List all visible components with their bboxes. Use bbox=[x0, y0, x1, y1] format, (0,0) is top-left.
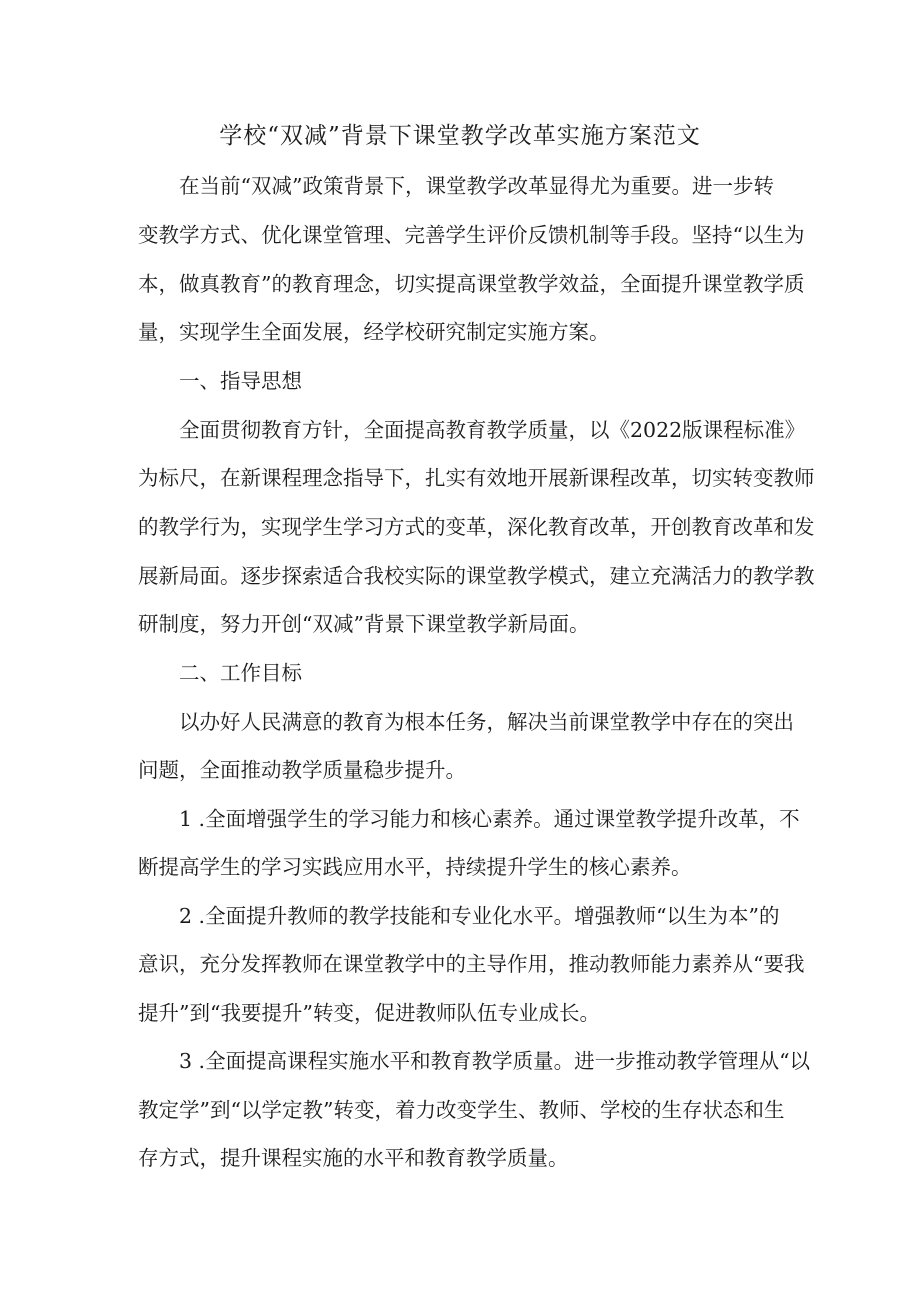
item-3-line-3: 存方式，提升课程实施的水平和教育教学质量。 bbox=[138, 1146, 569, 1170]
section-2-line-1: 以办好人民满意的教育为根本任务，解决当前课堂教学中存在的突出 bbox=[179, 710, 794, 734]
item-1-line-1: 1 .全面增强学生的学习能力和核心素养。通过课堂教学提升改革，不 bbox=[179, 807, 800, 831]
section-1-line-5: 研制度，努力开创“双减”背景下课堂教学新局面。 bbox=[138, 612, 590, 636]
document-title: 学校“双减”背景下课堂教学改革实施方案范文 bbox=[219, 123, 701, 149]
intro-line-3: 本，做真教育”的教育理念，切实提高课堂教学效益，全面提升课堂教学质 bbox=[138, 272, 805, 296]
section-1-heading: 一、指导思想 bbox=[179, 369, 302, 393]
item-1-line-2: 断提高学生的学习实践应用水平，持续提升学生的核心素养。 bbox=[138, 855, 692, 879]
item-3-line-1: 3 .全面提高课程实施水平和教育教学质量。进一步推动教学管理从“以 bbox=[179, 1049, 811, 1073]
section-2-heading: 二、工作目标 bbox=[179, 661, 302, 685]
intro-line-1: 在当前“双减”政策背景下，课堂教学改革显得尤为重要。进一步转 bbox=[179, 174, 774, 198]
section-1-line-4: 展新局面。逐步探索适合我校实际的课堂教学模式，建立充满活力的教学教 bbox=[138, 564, 815, 588]
section-1-line-1: 全面贯彻教育方针，全面提高教育教学质量，以《2022版课程标准》 bbox=[179, 418, 806, 442]
section-1-line-3: 的教学行为，实现学生学习方式的变革，深化教育改革，开创教育改革和发 bbox=[138, 515, 815, 539]
intro-line-2: 变教学方式、优化课堂管理、完善学生评价反馈机制等手段。坚持“以生为 bbox=[138, 223, 805, 247]
section-2-line-2: 问题，全面推动教学质量稳步提升。 bbox=[138, 758, 466, 782]
section-1-line-2: 为标尺，在新课程理念指导下，扎实有效地开展新课程改革，切实转变教师 bbox=[138, 466, 815, 490]
item-2-line-2: 意识，充分发挥教师在课堂教学中的主导作用，推动教师能力素养从“要我 bbox=[138, 952, 805, 976]
item-2-line-1: 2 .全面提升教师的教学技能和专业化水平。增强教师“以生为本”的 bbox=[179, 904, 780, 928]
intro-line-4: 量，实现学生全面发展，经学校研究制定实施方案。 bbox=[138, 320, 610, 344]
item-2-line-3: 提升”到“我要提升”转变，促进教师队伍专业成长。 bbox=[138, 1001, 600, 1025]
item-3-line-2: 教定学”到“以学定教”转变，着力改变学生、教师、学校的生存状态和生 bbox=[138, 1098, 785, 1122]
